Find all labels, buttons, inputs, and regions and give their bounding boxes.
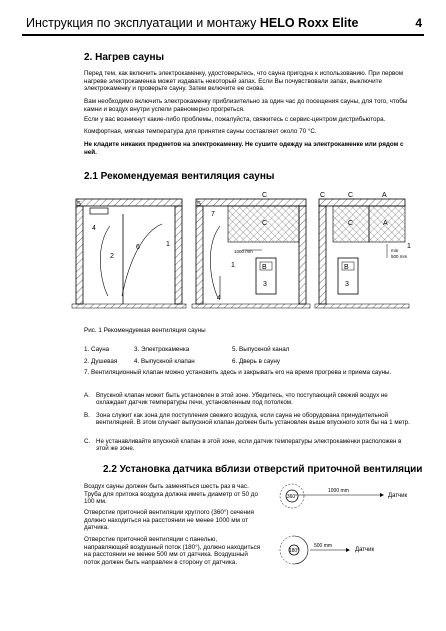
left-sauna-section: [72, 199, 186, 308]
note-text: Не устанавливайте впускной клапан в этой зоне, если датчик температуры электрокаменки расположен в этой же зоне.: [96, 438, 402, 453]
panel-vent-distance: 500 mm: [314, 543, 333, 549]
legend-item: 7. Вентиляционный клапан можно установить здесь и закрывать его на время прогрева и приема сауны.: [84, 369, 392, 376]
note-key: C.: [84, 438, 91, 445]
note-a: [84, 392, 416, 408]
panel-vent-diagram: [280, 536, 374, 564]
title-text: Инструкция по эксплуатации и монтажу: [26, 16, 260, 30]
legend-item: 1. Сауна: [84, 346, 110, 353]
section-2-1-heading: 2.1 Рекомендуемая вентиляция сауны: [84, 171, 275, 182]
svg-text:B: B: [262, 264, 267, 271]
svg-text:500 mm: 500 mm: [391, 254, 408, 259]
legend-item: 5. Выпускной канал: [232, 346, 290, 353]
svg-text:5: 5: [77, 201, 81, 208]
svg-text:1000 mm: 1000 mm: [234, 249, 253, 254]
svg-text:3: 3: [345, 281, 349, 288]
panel-vent-label: 180°: [288, 548, 300, 554]
right-sauna-section: [315, 192, 411, 308]
round-vent-label: 360°: [286, 494, 298, 500]
svg-text:1: 1: [407, 243, 411, 250]
page-number: 4: [415, 16, 422, 30]
document-title: [26, 16, 359, 30]
warning-text: Не кладите никаких предметов на электрокаменку. Не сушите одежду на электрокаменке или рядом с ней.: [84, 141, 404, 156]
legend-item: 2. Душевая: [84, 358, 118, 365]
note-b: [84, 412, 416, 436]
round-vent-diagram: [280, 484, 407, 508]
svg-text:C: C: [262, 220, 268, 227]
note-text: Впускной клапан может быть установлен в этой зоне. Убедитесь, что поступающий свежий воздух не охлаждает датчик температуры печи, установленным под потолком.: [96, 392, 388, 407]
svg-text:4: 4: [92, 225, 96, 232]
section-2-heading: 2. Нагрев сауны: [84, 52, 165, 63]
paragraph-temperature: Комфортная, мягкая температура для принятия сауны составляет около 70 °C.: [84, 128, 317, 135]
svg-text:5: 5: [197, 201, 201, 208]
svg-text:A: A: [382, 192, 387, 199]
svg-text:1: 1: [231, 262, 235, 269]
paragraph-panel-vent: Отверстие приточной вентиляции с панелью, направляющей воздушный поток (180°), должно находиться на расстоянии не менее 500 мм от датчика. Воздушный поток должен быть направлен в сторону от датчика.: [84, 536, 261, 566]
paragraph-preheat: Вам необходимо включить электрокаменку приблизительно за один час до посещения сауны, для того, чтобы камни и воздух внутри успели равномерно прогреться.: [84, 98, 408, 113]
note-c: [84, 438, 416, 454]
svg-text:min: min: [391, 248, 399, 253]
note-text: Зона служит как зона для поступления свежего воздуха, если сауна не оборудована принудительной вентиляцией. В этом случает выпускной клапан должен быть установлен выше впускного хотя бы на 1 метр.: [96, 412, 410, 427]
section-2-2-heading: 2.2 Установка датчика вблизи отверстий приточной вентиляции: [103, 464, 423, 475]
legend-item: 4. Выпускной клапан: [134, 358, 195, 365]
title-brand: HELO Roxx Elite: [259, 16, 359, 30]
paragraph-support: Если у вас возникнут какие-либо проблемы, пожалуйста, свяжитесь с сервис-центром дистрибьютора.: [84, 116, 386, 123]
svg-text:7: 7: [211, 211, 215, 218]
svg-text:3: 3: [263, 281, 267, 288]
paragraph-first-use: Перед тем, как включить электрокаменку, удостоверьтесь, что сауна пригодна к использованию. При первом нагреве электрокаменка может издавать некоторый запах. Если Вы почувствовали запах, выключите электрокаменку и проверьте сауну. Затем включите ее снова.: [84, 70, 404, 93]
figure-legend: [84, 345, 416, 385]
svg-text:C: C: [348, 192, 354, 199]
svg-text:A: A: [383, 220, 388, 227]
paragraph-round-vent: Отверстие приточной вентиляции круглого (360°) сечения должно находиться на расстоянии не менее 1000 мм от датчика.: [84, 509, 254, 532]
middle-sauna-section: [192, 192, 310, 308]
paragraph-air-exchange: Воздух сауны должен быть заменяться шесть раз в час. Труба для притока воздуха должна иметь диаметр от 50 до 100 мм.: [84, 483, 258, 506]
page-header: [22, 8, 424, 36]
round-vent-sensor-label: Датчик: [388, 493, 408, 499]
svg-text:B: B: [344, 264, 349, 271]
svg-text:C: C: [348, 220, 354, 227]
panel-vent-sensor-label: Датчик: [355, 547, 375, 553]
figure-caption: Рис. 1 Рекомендуемая вентиляция сауны: [84, 327, 206, 334]
legend-item: 3. Электрокаменка: [134, 346, 190, 353]
svg-text:4: 4: [217, 295, 221, 302]
note-key: B.: [84, 412, 90, 419]
legend-item: 6. Дверь в сауну: [232, 358, 281, 365]
ventilation-diagram: [70, 186, 414, 316]
svg-text:6: 6: [136, 244, 140, 251]
svg-text:2: 2: [110, 253, 114, 260]
svg-text:C: C: [262, 192, 268, 199]
svg-text:C: C: [320, 192, 326, 199]
svg-text:1: 1: [166, 241, 170, 248]
round-vent-distance: 1000 mm: [328, 488, 349, 494]
note-key: A.: [84, 392, 90, 399]
sensor-placement-diagram: [268, 478, 424, 588]
